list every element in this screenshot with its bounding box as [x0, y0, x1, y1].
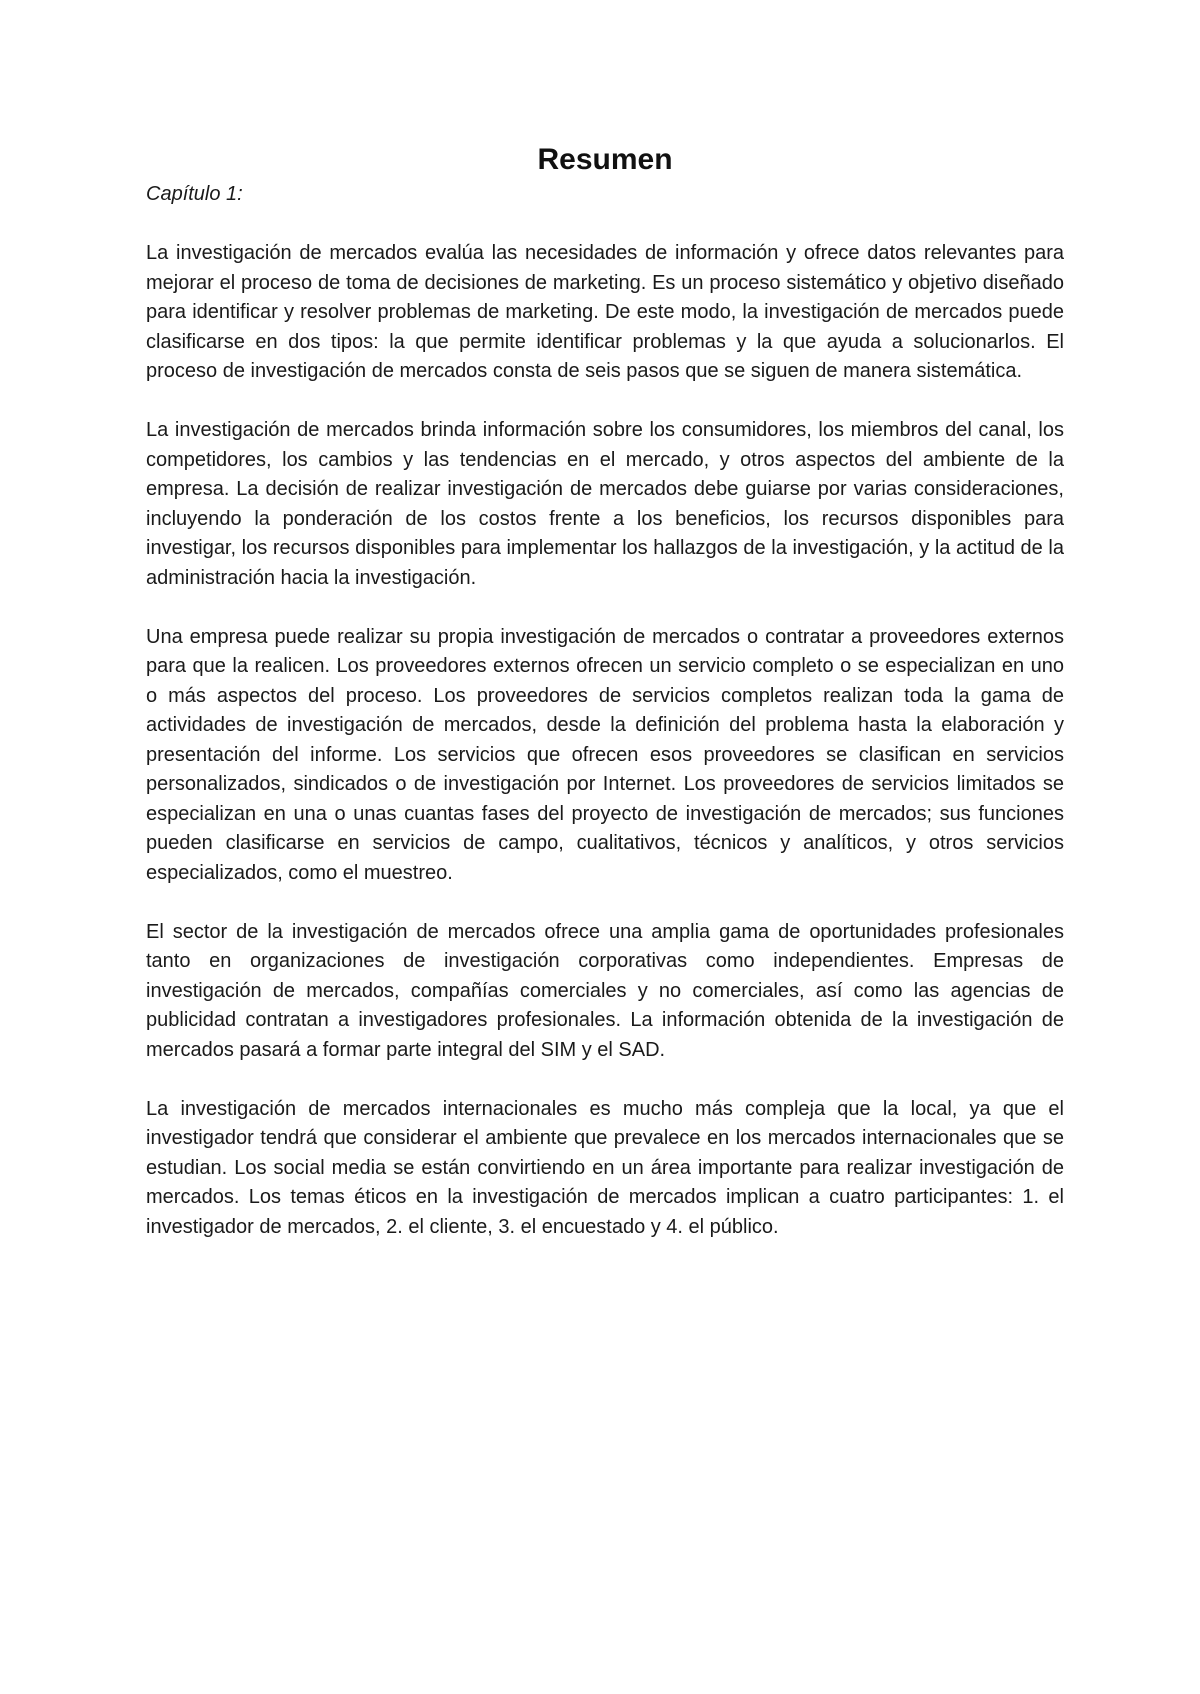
paragraph-3: Una empresa puede realizar su propia investigación de mercados o contratar a proveedores externos para que la realicen. Los proveedores externos ofrecen un servicio completo o se especializan en uno o más aspectos del proceso. Los proveedores de servicios completos realizan toda la gama de actividades de investigación de mercados, desde la definición del problema hasta la elaboración y presentación del informe. Los servicios que ofrecen esos proveedores se clasifican en servicios personalizados, sindicados o de investigación por Internet. Los proveedores de servicios limitados se especializan en una o unas cuantas fases del proyecto de investigación de mercados; sus funciones pueden clasificarse en servicios de campo, cualitativos, técnicos y analíticos, y otros servicios especializados, como el muestreo.	[146, 625, 1064, 884]
document-page	[146, 140, 1064, 1272]
paragraph-4: El sector de la investigación de mercados ofrece una amplia gama de oportunidades profesionales tanto en organizaciones de investigación corporativas como independientes. Empresas de investigación de mercados, compañías comerciales y no comerciales, así como las agencias de publicidad contratan a investigadores profesionales. La información obtenida de la investigación de mercados pasará a formar parte integral del SIM y el SAD.	[146, 920, 1064, 1061]
paragraph-2: La investigación de mercados brinda información sobre los consumidores, los miembros del canal, los competidores, los cambios y las tendencias en el mercado, y otros aspectos del ambiente de la empresa. La decisión de realizar investigación de mercados debe guiarse por varias consideraciones, incluyendo la ponderación de los costos frente a los beneficios, los recursos disponibles para investigar, los recursos disponibles para implementar los hallazgos de la investigación, y la actitud de la administración hacia la investigación.	[146, 419, 1064, 589]
chapter-label: Capítulo 1:	[146, 183, 243, 205]
document-title: Resumen	[537, 143, 673, 176]
paragraph-5: La investigación de mercados internacionales es mucho más compleja que la local, ya que el investigador tendrá que considerar el ambiente que prevalece en los mercados internacionales que se estudian. Los social media se están convirtiendo en un área importante para realizar investigación de mercados. Los temas éticos en la investigación de mercados implican a cuatro participantes: 1. el investigador de mercados, 2. el cliente, 3. el encuestado y 4. el público.	[146, 1097, 1064, 1238]
paragraph-1: La investigación de mercados evalúa las necesidades de información y ofrece datos relevantes para mejorar el proceso de toma de decisiones de marketing. Es un proceso sistemático y objetivo diseñado para identificar y resolver problemas de marketing. De este modo, la investigación de mercados puede clasificarse en dos tipos: la que permite identificar problemas y la que ayuda a solucionarlos. El proceso de investigación de mercados consta de seis pasos que se siguen de manera sistemática.	[146, 242, 1064, 382]
